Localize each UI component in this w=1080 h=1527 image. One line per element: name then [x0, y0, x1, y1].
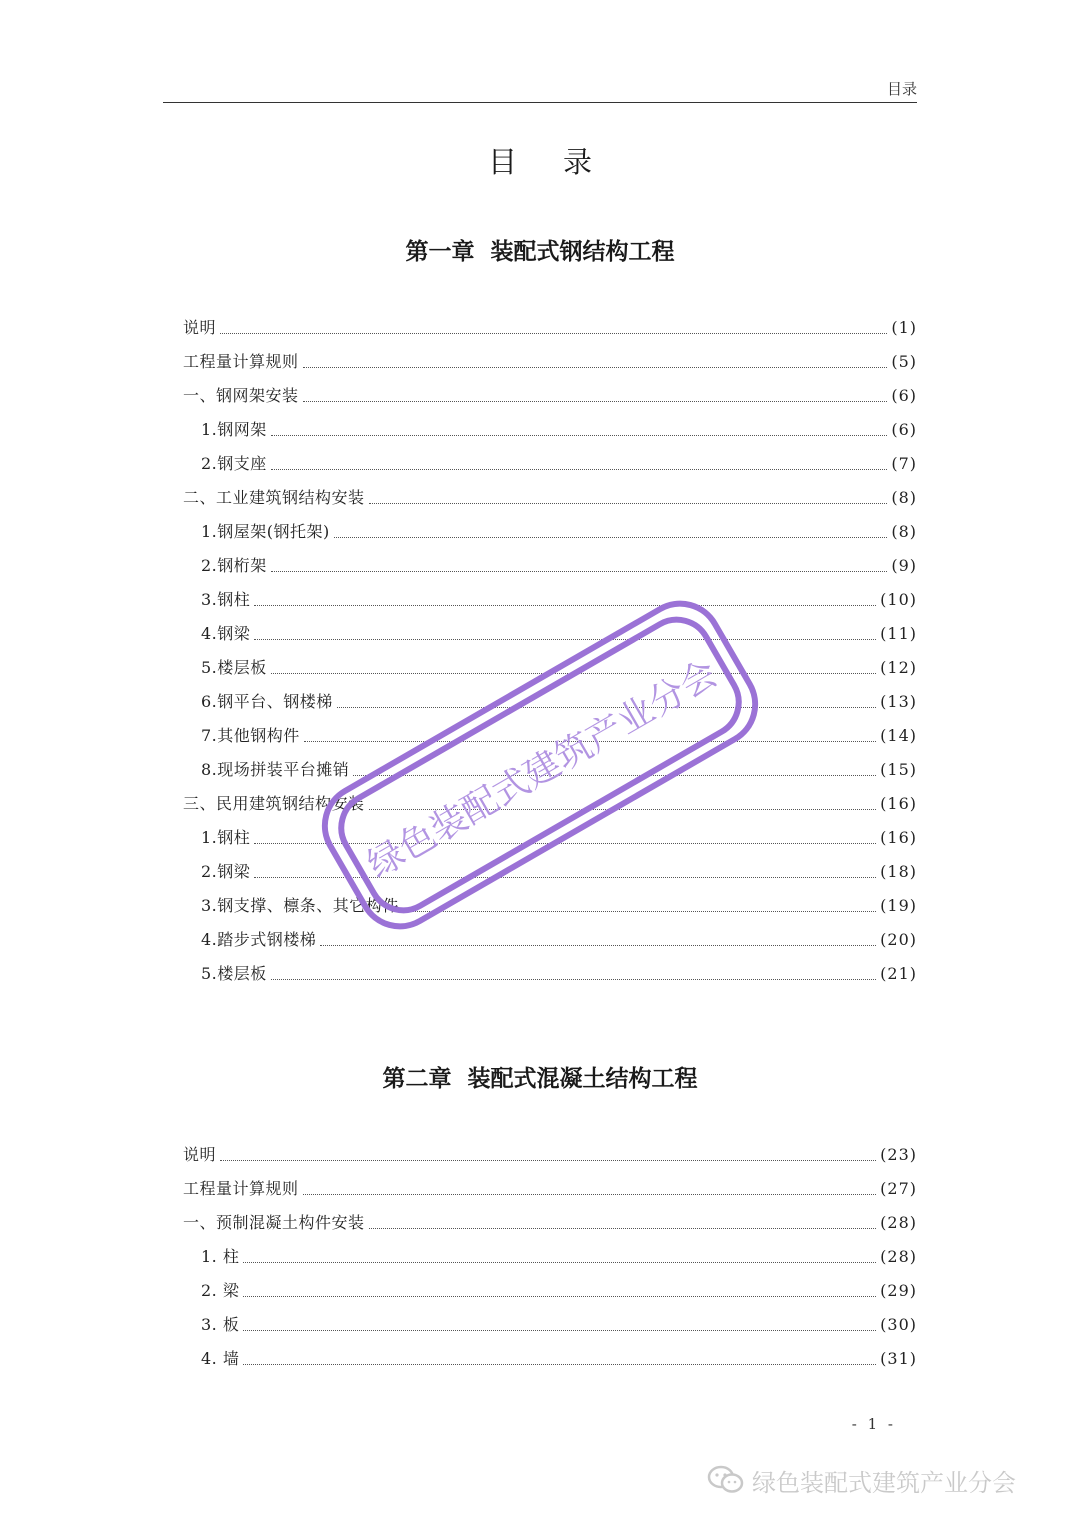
- toc-entry-label: 一、钢网架安装: [183, 386, 299, 405]
- toc-entry-label: 2.钢支座: [201, 454, 267, 473]
- toc-entry-page: (20): [880, 930, 917, 949]
- toc-entry: [183, 855, 917, 889]
- toc-entry-label: 一、预制混凝土构件安装: [183, 1213, 365, 1232]
- toc-dot-leader: [403, 910, 876, 912]
- toc-dot-leader: [254, 604, 876, 606]
- toc-entry-label: 说明: [183, 1145, 217, 1164]
- toc-entry: [183, 719, 917, 753]
- toc-entry-page: (27): [880, 1179, 917, 1198]
- toc-entry-page: (28): [880, 1247, 917, 1266]
- toc-entry: [183, 1274, 917, 1308]
- toc-dot-leader: [334, 536, 888, 538]
- running-header: [163, 78, 917, 103]
- toc-dot-leader: [254, 876, 876, 878]
- toc-entry-label: 3.钢支撑、檩条、其它构件: [201, 896, 399, 915]
- toc-entry: [183, 379, 917, 413]
- toc-entry: [183, 1342, 917, 1376]
- toc-entry: [183, 685, 917, 719]
- toc-entry: [183, 481, 917, 515]
- toc-entry-page: (14): [880, 726, 917, 745]
- chapter-2-toc: [183, 1138, 917, 1376]
- toc-dot-leader: [220, 1159, 876, 1161]
- toc-entry-page: (16): [880, 794, 917, 813]
- toc-entry: [183, 1240, 917, 1274]
- toc-entry-label: 二、工业建筑钢结构安装: [183, 488, 365, 507]
- toc-dot-leader: [243, 1329, 876, 1331]
- toc-entry: [183, 549, 917, 583]
- toc-dot-leader: [369, 808, 877, 810]
- toc-entry-page: (21): [880, 964, 917, 983]
- toc-entry-page: (1): [891, 318, 917, 337]
- toc-entry: [183, 787, 917, 821]
- toc-entry-page: (16): [880, 828, 917, 847]
- toc-dot-leader: [271, 570, 888, 572]
- running-header-label: 目录: [886, 80, 917, 98]
- toc-entry-label: 1.钢屋架(钢托架): [201, 522, 330, 541]
- toc-entry-label: 6.钢平台、钢楼梯: [201, 692, 333, 711]
- toc-entry-page: (6): [891, 386, 917, 405]
- toc-dot-leader: [369, 502, 888, 504]
- toc-entry-page: (15): [880, 760, 917, 779]
- toc-entry-label: 说明: [183, 318, 217, 337]
- toc-entry-page: (10): [880, 590, 917, 609]
- toc-entry-label: 工程量计算规则: [183, 1179, 299, 1198]
- wechat-icon: [706, 1464, 746, 1496]
- toc-dot-leader: [304, 740, 876, 742]
- toc-entry-label: 5.楼层板: [201, 964, 267, 983]
- toc-entry: [183, 889, 917, 923]
- toc-entry-page: (19): [880, 896, 917, 915]
- toc-entry: [183, 651, 917, 685]
- toc-dot-leader: [337, 706, 876, 708]
- toc-entry-page: (5): [891, 352, 917, 371]
- chapter-1-heading: 第一章 装配式钢结构工程: [405, 239, 675, 265]
- toc-entry-label: 1.钢网架: [201, 420, 267, 439]
- toc-entry: [183, 413, 917, 447]
- footer-watermark-text: 绿色装配式建筑产业分会: [752, 1468, 1016, 1497]
- toc-entry: [183, 1308, 917, 1342]
- toc-entry-page: (23): [880, 1145, 917, 1164]
- toc-entry: [183, 1138, 917, 1172]
- toc-entry-page: (8): [891, 488, 917, 507]
- watermark-stamp-text: 绿色装配式建筑产业分会: [361, 653, 725, 887]
- toc-entry: [183, 957, 917, 991]
- toc-dot-leader: [271, 468, 888, 470]
- toc-dot-leader: [303, 1193, 877, 1195]
- toc-entry: [183, 311, 917, 345]
- toc-entry-page: (13): [880, 692, 917, 711]
- toc-entry-label: 1. 柱: [201, 1247, 240, 1266]
- toc-entry-page: (7): [891, 454, 917, 473]
- toc-entry-page: (30): [880, 1315, 917, 1334]
- toc-dot-leader: [271, 672, 876, 674]
- toc-entry-label: 3.钢柱: [201, 590, 251, 609]
- toc-dot-leader: [220, 332, 887, 334]
- toc-entry-label: 4.钢梁: [201, 624, 251, 643]
- toc-entry-page: (29): [880, 1281, 917, 1300]
- toc-entry-page: (9): [891, 556, 917, 575]
- toc-entry: [183, 617, 917, 651]
- toc-dot-leader: [369, 1227, 877, 1229]
- toc-dot-leader: [320, 944, 876, 946]
- toc-entry-page: (12): [880, 658, 917, 677]
- toc-entry: [183, 753, 917, 787]
- toc-dot-leader: [271, 978, 876, 980]
- toc-entry-label: 工程量计算规则: [183, 352, 299, 371]
- toc-entry: [183, 821, 917, 855]
- toc-entry-label: 7.其他钢构件: [201, 726, 300, 745]
- toc-entry-page: (31): [880, 1349, 917, 1368]
- toc-entry-page: (18): [880, 862, 917, 881]
- toc-entry-label: 4.踏步式钢楼梯: [201, 930, 317, 949]
- page-title: 目录: [487, 145, 638, 179]
- toc-entry-label: 2. 梁: [201, 1281, 240, 1300]
- toc-dot-leader: [271, 434, 888, 436]
- toc-dot-leader: [303, 400, 888, 402]
- toc-dot-leader: [243, 1295, 876, 1297]
- toc-dot-leader: [254, 842, 876, 844]
- toc-entry: [183, 515, 917, 549]
- toc-entry-page: (11): [880, 624, 917, 643]
- toc-entry-label: 4. 墙: [201, 1349, 240, 1368]
- chapter-2-heading: 第二章 装配式混凝土结构工程: [382, 1066, 698, 1092]
- page-number: - 1 -: [851, 1415, 896, 1433]
- footer-watermark: [706, 1462, 1016, 1498]
- toc-dot-leader: [254, 638, 876, 640]
- toc-entry-label: 8.现场拼装平台摊销: [201, 760, 350, 779]
- toc-entry-page: (8): [891, 522, 917, 541]
- toc-entry-label: 1.钢柱: [201, 828, 251, 847]
- toc-entry: [183, 1206, 917, 1240]
- toc-entry: [183, 1172, 917, 1206]
- toc-entry: [183, 345, 917, 379]
- toc-entry: [183, 583, 917, 617]
- toc-entry: [183, 447, 917, 481]
- toc-dot-leader: [303, 366, 888, 368]
- toc-dot-leader: [353, 774, 876, 776]
- toc-entry-label: 5.楼层板: [201, 658, 267, 677]
- toc-dot-leader: [243, 1261, 876, 1263]
- toc-entry-page: (6): [891, 420, 917, 439]
- toc-entry-label: 三、民用建筑钢结构安装: [183, 794, 365, 813]
- toc-entry-label: 3. 板: [201, 1315, 240, 1334]
- toc-entry-label: 2.钢梁: [201, 862, 251, 881]
- toc-entry-label: 2.钢桁架: [201, 556, 267, 575]
- toc-entry-page: (28): [880, 1213, 917, 1232]
- toc-dot-leader: [243, 1363, 876, 1365]
- toc-entry: [183, 923, 917, 957]
- chapter-1-toc: [183, 311, 917, 991]
